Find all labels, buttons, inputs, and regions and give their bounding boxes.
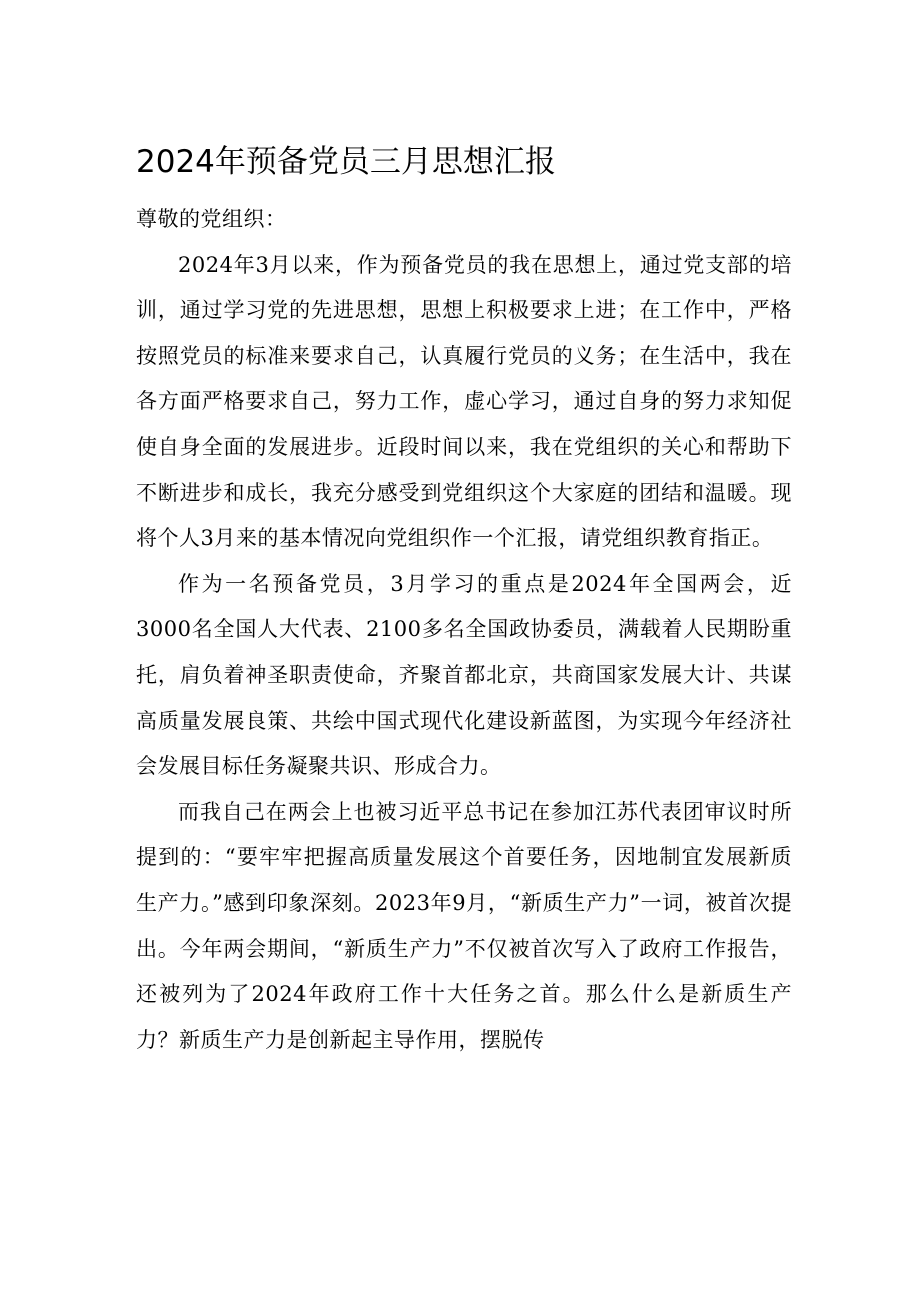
document-body xyxy=(136,197,792,1063)
paragraph-2: 作为一名预备党员，3月学习的重点是2024年全国两会，近3000名全国人大代表、2100多名全国政协委员，满载着人民期盼重托，肩负着神圣职责使命，齐聚首都北京，共商国家发展大计、共谋高质量发展良策、共绘中国式现代化建设新蓝图，为实现今年经济社会发展目标任务凝聚共识、形成合力。 xyxy=(136,571,792,779)
paragraph-1: 2024年3月以来，作为预备党员的我在思想上，通过党支部的培训，通过学习党的先进思想，思想上积极要求上进；在工作中，严格按照党员的标准来要求自己，认真履行党员的义务；在生活中，我在各方面严格要求自己，努力工作，虚心学习，通过自身的努力求知促使自身全面的发展进步。近段时间以来，我在党组织的关心和帮助下不断进步和成长，我充分感受到党组织这个大家庭的团结和温暖。现将个人3月来的基本情况向党组织作一个汇报，请党组织教育指正。 xyxy=(136,252,792,551)
salutation: 尊敬的党组织： xyxy=(136,207,287,231)
document-title: 2024年预备党员三月思想汇报 xyxy=(136,144,556,180)
paragraph-3: 而我自己在两会上也被习近平总书记在参加江苏代表团审议时所提到的：“要牢牢把握高质量发展这个首要任务，因地制宜发展新质生产力。”感到印象深刻。2023年9月，“新质生产力”一词，被首次提出。今年两会期间，“新质生产力”不仅被首次写入了政府工作报告，还被列为了2024年政府工作十大任务之首。那么什么是新质生产力？新质生产力是创新起主导作用，摆脱传 xyxy=(136,799,792,1052)
